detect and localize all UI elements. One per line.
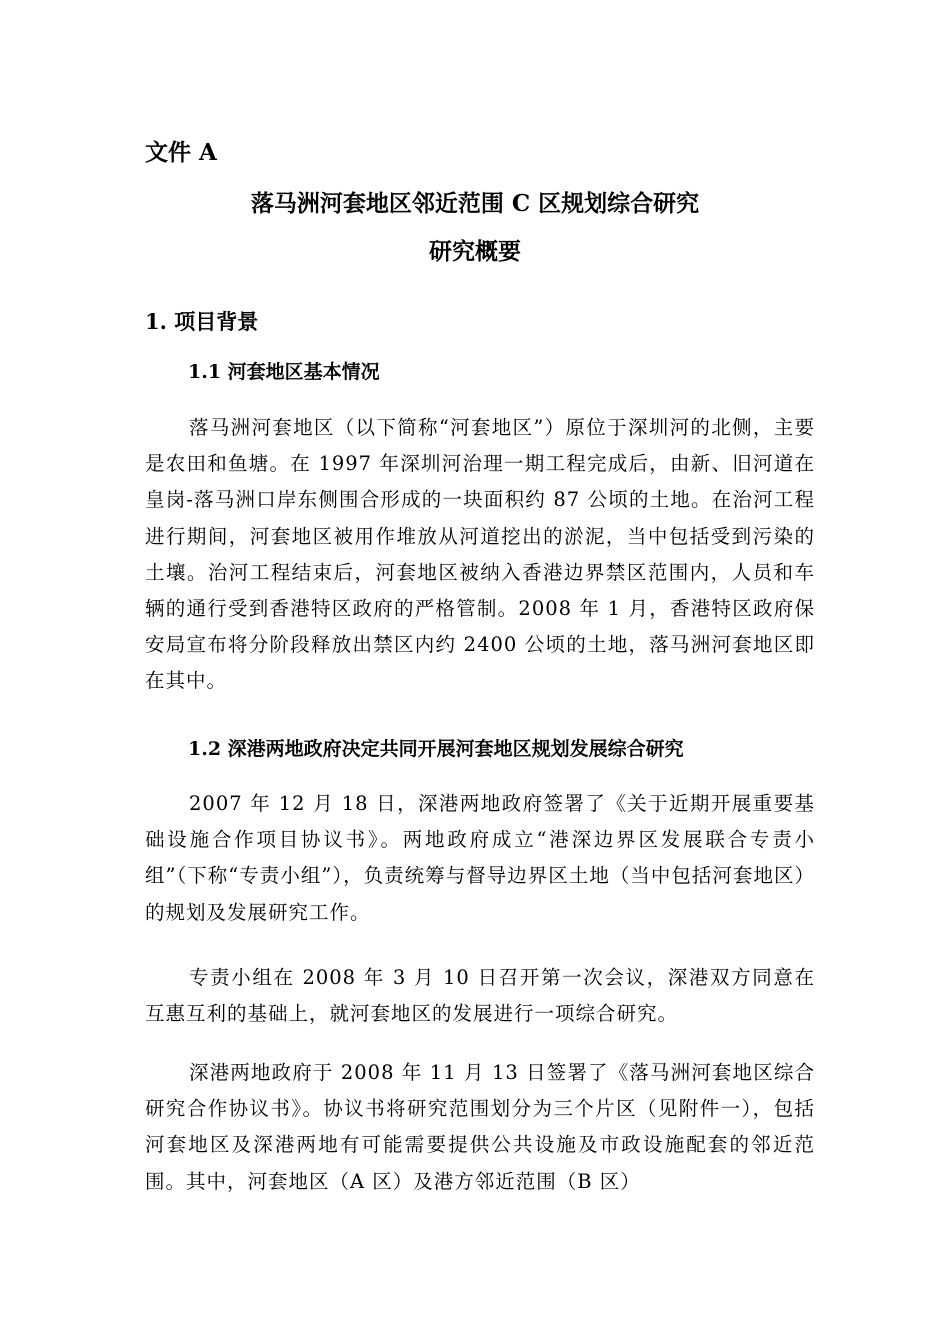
- section-1-2-paragraph-3: 深港两地政府于 2008 年 11 月 13 日签署了《落马洲河套地区综合研究合作协议书》。协议书将研究范围划分为三个片区（见附件一），包括河套地区及深港两地有可能需要提供公共设施及市政设施配套的邻近范围。其中，河套地区（A 区）及港方邻近范围（B 区）: [145, 1061, 815, 1193]
- section-1-1-paragraph: 落马洲河套地区（以下简称“河套地区”）原位于深圳河的北侧，主要是农田和鱼塘。在 1997 年深圳河治理一期工程完成后，由新、旧河道在皇岗-落马洲口岸东侧围合形成的一块面积约 87 公顷的土地。在治河工程进行期间，河套地区被用作堆放从河道挖出的淤泥，当中包括受到污染的土壤。治河工程结束后，河套地区被纳入香港边界禁区范围内，人员和车辆的通行受到香港特区政府的严格管制。2008 年 1 月，香港特区政府保安局宣布将分阶段释放出禁区内约 2400 公顷的土地，落马洲河套地区即在其中。: [145, 416, 815, 693]
- section-1-heading: 1. 项目背景: [145, 309, 259, 334]
- section-1-2-paragraph-2: 专责小组在 2008 年 3 月 10 日召开第一次会议，深港双方同意在互惠互利的基础上，就河套地区的发展进行一项综合研究。: [145, 966, 815, 1026]
- section-1-2-heading: 1.2 深港两地政府决定共同开展河套地区规划发展综合研究: [188, 738, 684, 760]
- section-1-1-heading: 1.1 河套地区基本情况: [188, 361, 380, 383]
- section-1-2-paragraph-1: 2007 年 12 月 18 日，深港两地政府签署了《关于近期开展重要基础设施合作项目协议书》。两地政府成立“港深边界区发展联合专责小组”（下称“专责小组”），负责统筹与督导边界区土地（当中包括河套地区）的规划及发展研究工作。: [145, 792, 815, 924]
- document-label: 文件 A: [145, 139, 217, 166]
- document-subtitle: 研究概要: [429, 238, 521, 265]
- document-title: 落马洲河套地区邻近范围 C 区规划综合研究: [250, 190, 700, 217]
